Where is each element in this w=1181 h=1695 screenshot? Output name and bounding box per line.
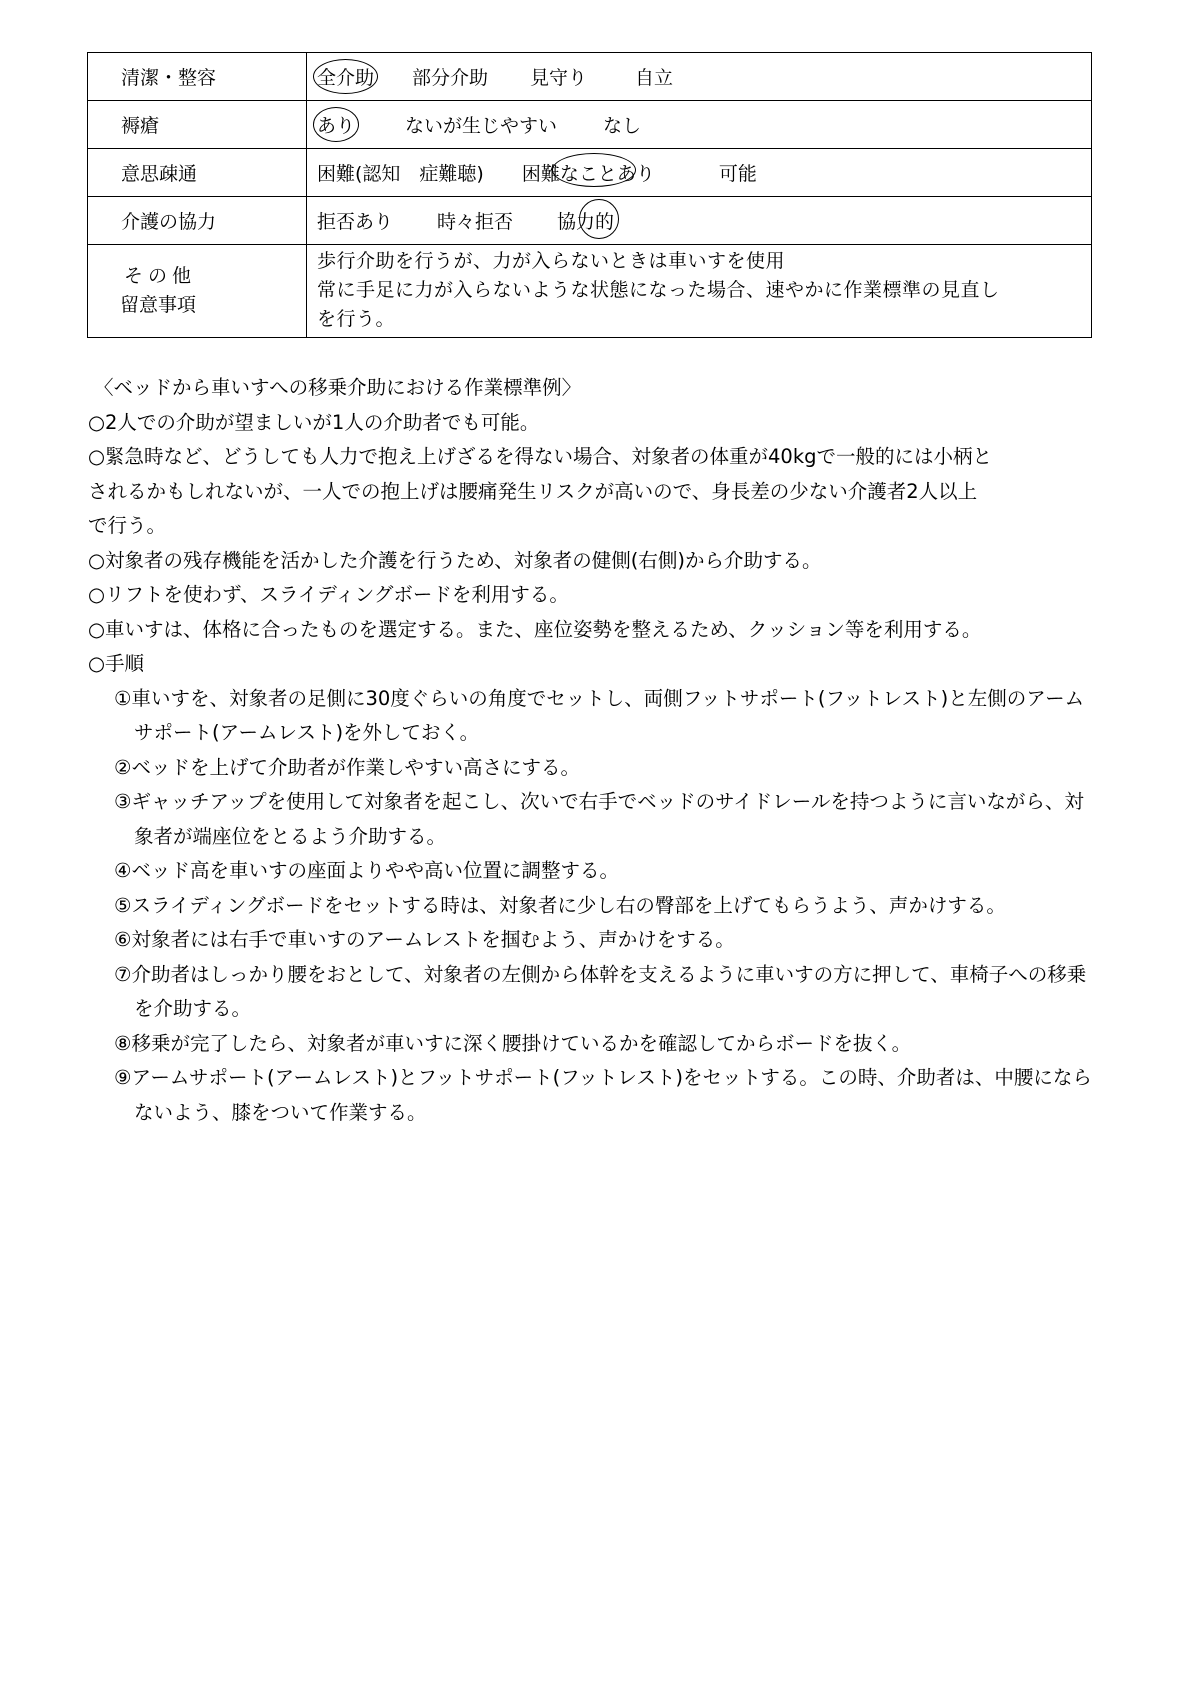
step-item: ⑨アームサポート(アームレスト)とフットサポート(フットレスト)をセットする。この時、介助者は、中腰にならないよう、膝をついて作業する。 (114, 1066, 1092, 1124)
bullet-line: で行う。 (88, 514, 167, 537)
option-partially-circled (522, 159, 655, 186)
table-row-notes (88, 245, 1092, 338)
row-options-grooming (307, 53, 1092, 101)
step-item: ⑤スライディングボードをセットする時は、対象者に少し右の臀部を上げてもらうよう、声かけする。 (114, 893, 1006, 917)
step-item: ④ベッド高を車いすの座面よりやや高い位置に調整する。 (114, 859, 619, 882)
bullet-line: されるかもしれないが、一人での抱上げは腰痛発生リスクが高いので、身長差の少ない介護者2人以上 (88, 479, 978, 503)
notes-label-line2: 留意事項 (120, 294, 197, 316)
row-options-communication (307, 149, 1092, 197)
row-options-cooperation (307, 197, 1092, 245)
option-partially-circled (557, 207, 614, 234)
row-options-pressure-sore (307, 101, 1092, 149)
notes-line: 常に手足に力が入らないような状態になった場合、速やかに作業標準の見直し (317, 279, 1000, 301)
option-circled: 全介助 (317, 63, 374, 90)
option: 拒否あり (317, 211, 394, 233)
notes-label-line1: その他 (124, 265, 197, 287)
option: 困難(認知 症難聴) (317, 163, 484, 185)
section-heading: 〈ベッドから車いすへの移乗介助における作業標準例〉 (94, 376, 582, 399)
step-item: ②ベッドを上げて介助者が作業しやすい高さにする。 (114, 755, 580, 779)
bullet-line: ○2人での介助が望ましいが1人の介助者でも可能。 (88, 410, 540, 434)
step-item: ⑥対象者には右手で車いすのアームレストを掴むよう、声かけをする。 (114, 928, 735, 951)
table-row (88, 149, 1092, 197)
bullet-line: ○手順 (88, 652, 145, 675)
row-label-pressure-sore: 褥瘡 (88, 101, 307, 149)
bullet-line: ○対象者の残存機能を活かした介護を行うため、対象者の健側(右側)から介助する。 (88, 548, 822, 572)
option: なし (603, 115, 642, 137)
option: 可能 (718, 163, 757, 185)
row-label-grooming: 清潔・整容 (88, 53, 307, 101)
step-item: ⑦介助者はしっかり腰をおとして、対象者の左側から体幹を支えるように車いすの方に押して、車椅子への移乗を介助する。 (114, 962, 1087, 1020)
table-row (88, 53, 1092, 101)
notes-label (88, 245, 307, 338)
option: ないが生じやすい (405, 115, 558, 137)
row-label-communication: 意思疎通 (88, 149, 307, 197)
care-status-table (87, 52, 1092, 338)
table-row (88, 197, 1092, 245)
option: 見守り (530, 67, 588, 89)
option: 時々拒否 (437, 211, 514, 233)
row-label-cooperation: 介護の協力 (88, 197, 307, 245)
procedure-section (88, 371, 1098, 1130)
bullet-line: ○緊急時など、どうしても人力で抱え上げざるを得ない場合、対象者の体重が40kgで一般的には小柄と (88, 445, 992, 468)
notes-line: を行う。 (317, 308, 396, 330)
notes-content (307, 245, 1092, 338)
option-text: 困難なことあり (521, 163, 655, 185)
step-item: ③ギャッチアップを使用して対象者を起こし、次いで右手でベッドのサイドレールを持つように言いながら、対象者が端座位をとるよう介助する。 (114, 790, 1084, 848)
table-row (88, 101, 1092, 149)
option-text: 協力的 (557, 211, 615, 233)
option-circled: あり (317, 111, 355, 138)
bullet-line: ○車いすは、体格に合ったものを選定する。また、座位姿勢を整えるため、クッション等を利用する。 (88, 617, 982, 641)
bullet-line: ○リフトを使わず、スライディングボードを利用する。 (88, 583, 569, 606)
option: 部分介助 (412, 67, 489, 89)
step-item: ⑧移乗が完了したら、対象者が車いすに深く腰掛けているかを確認してからボードを抜く。 (114, 1031, 912, 1055)
notes-line: 歩行介助を行うが、力が入らないときは車いすを使用 (317, 250, 786, 272)
option: 自立 (635, 67, 674, 89)
step-item: ①車いすを、対象者の足側に30度ぐらいの角度でセットし、両側フットサポート(フットレスト)と左側のアームサポート(アームレスト)を外しておく。 (114, 686, 1085, 744)
